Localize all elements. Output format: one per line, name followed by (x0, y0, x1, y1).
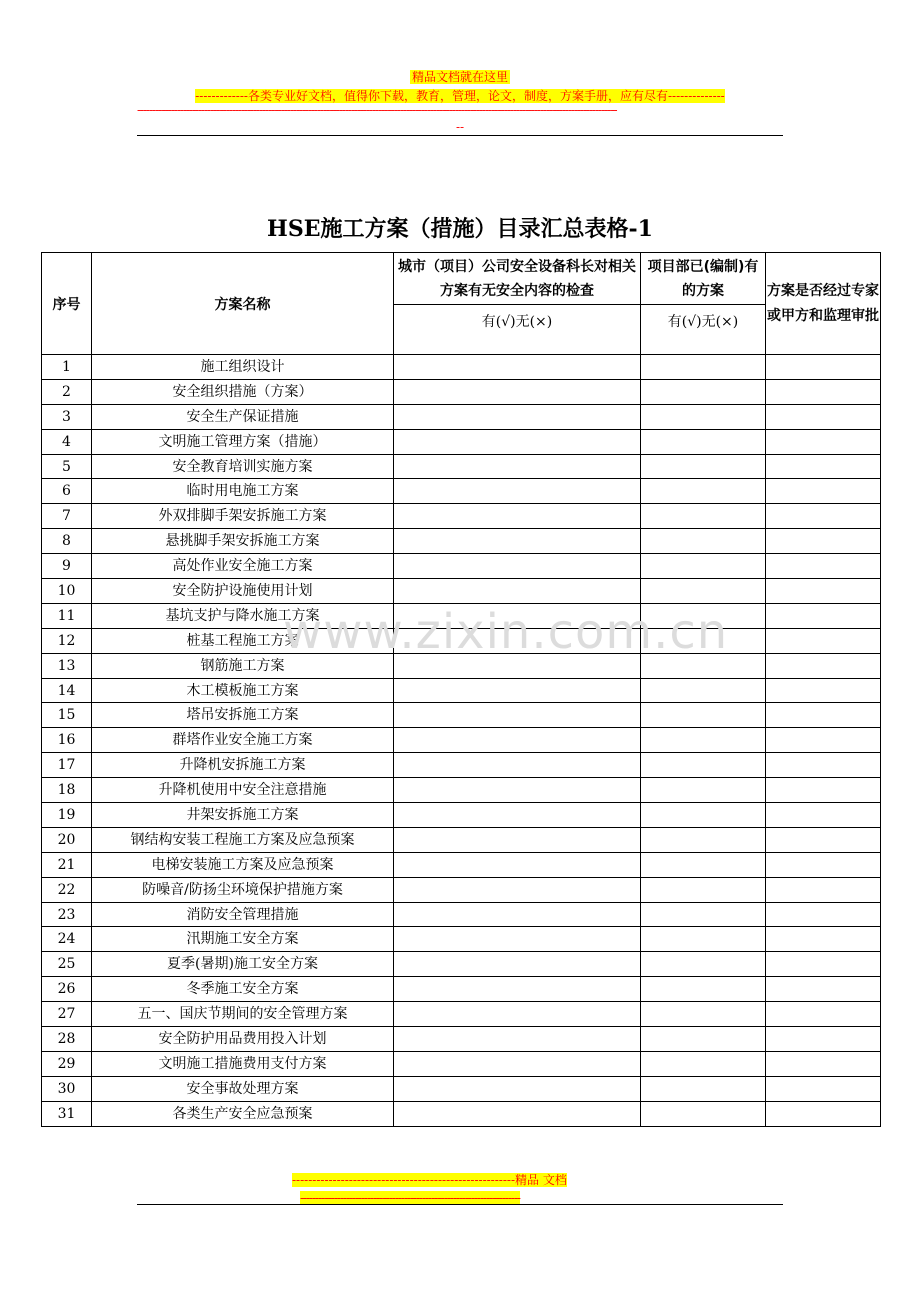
row-dept-cell (641, 678, 766, 703)
row-check-cell (394, 355, 641, 380)
row-check-cell (394, 703, 641, 728)
row-expert-cell (766, 529, 881, 554)
row-number: 26 (42, 977, 92, 1002)
row-plan-name: 文明施工管理方案（措施） (92, 429, 394, 454)
table-row (42, 902, 881, 927)
row-number: 30 (42, 1076, 92, 1101)
row-dept-cell (641, 877, 766, 902)
row-number: 14 (42, 678, 92, 703)
row-expert-cell (766, 678, 881, 703)
row-dept-cell (641, 504, 766, 529)
row-number: 22 (42, 877, 92, 902)
table-row (42, 1027, 881, 1052)
table-row (42, 678, 881, 703)
table-row (42, 579, 881, 604)
row-plan-name: 安全组织措施（方案） (92, 379, 394, 404)
row-expert-cell (766, 902, 881, 927)
table-header-row (42, 253, 881, 305)
row-dept-cell (641, 1027, 766, 1052)
row-expert-cell (766, 1051, 881, 1076)
header-col-expert: 方案是否经过专家或甲方和监理审批 (766, 253, 881, 355)
row-dept-cell (641, 753, 766, 778)
row-number: 24 (42, 927, 92, 952)
row-check-cell (394, 927, 641, 952)
row-dept-cell (641, 404, 766, 429)
row-check-cell (394, 877, 641, 902)
footer-rule (137, 1204, 783, 1205)
row-plan-name: 文明施工措施费用支付方案 (92, 1051, 394, 1076)
row-dept-cell (641, 1076, 766, 1101)
plan-summary-table (41, 252, 881, 1127)
row-plan-name: 桩基工程施工方案 (92, 628, 394, 653)
row-check-cell (394, 1076, 641, 1101)
header-col-check: 城市（项目）公司安全设备科长对相关方案有无安全内容的检查 (394, 253, 641, 305)
row-plan-name: 施工组织设计 (92, 355, 394, 380)
table-row (42, 778, 881, 803)
row-check-cell (394, 1002, 641, 1027)
row-number: 1 (42, 355, 92, 380)
row-expert-cell (766, 1002, 881, 1027)
row-number: 3 (42, 404, 92, 429)
watermark: www.zixin.com.cn (283, 604, 729, 660)
table-row (42, 703, 881, 728)
page-title: HSE施工方案（措施）目录汇总表格-1 (267, 216, 653, 242)
row-expert-cell (766, 504, 881, 529)
row-plan-name: 木工模板施工方案 (92, 678, 394, 703)
row-expert-cell (766, 778, 881, 803)
row-expert-cell (766, 454, 881, 479)
row-number: 31 (42, 1101, 92, 1126)
row-number: 29 (42, 1051, 92, 1076)
row-expert-cell (766, 877, 881, 902)
table-row (42, 827, 881, 852)
row-plan-name: 安全防护用品费用投入计划 (92, 1027, 394, 1052)
row-dept-cell (641, 728, 766, 753)
row-expert-cell (766, 429, 881, 454)
table-row (42, 728, 881, 753)
row-plan-name: 冬季施工安全方案 (92, 977, 394, 1002)
row-number: 19 (42, 803, 92, 828)
row-expert-cell (766, 1027, 881, 1052)
row-dept-cell (641, 778, 766, 803)
row-dept-cell (641, 454, 766, 479)
row-check-cell (394, 1101, 641, 1126)
header-col-dept-sub: 有(√)无(×) (641, 305, 766, 355)
row-number: 7 (42, 504, 92, 529)
row-expert-cell (766, 628, 881, 653)
row-expert-cell (766, 355, 881, 380)
row-check-cell (394, 902, 641, 927)
row-number: 11 (42, 603, 92, 628)
row-expert-cell (766, 927, 881, 952)
table-row (42, 877, 881, 902)
row-expert-cell (766, 1101, 881, 1126)
row-check-cell (394, 504, 641, 529)
row-dept-cell (641, 1051, 766, 1076)
row-number: 15 (42, 703, 92, 728)
header-col-dept: 项目部已(编制)有的方案 (641, 253, 766, 305)
row-expert-cell (766, 579, 881, 604)
table-row (42, 1051, 881, 1076)
footer-banner: -------------------------------------------------------精品 文档 (292, 1173, 567, 1187)
row-plan-name: 高处作业安全施工方案 (92, 554, 394, 579)
row-check-cell (394, 1027, 641, 1052)
table-row (42, 504, 881, 529)
row-plan-name: 五一、国庆节期间的安全管理方案 (92, 1002, 394, 1027)
row-expert-cell (766, 479, 881, 504)
row-check-cell (394, 529, 641, 554)
row-check-cell (394, 753, 641, 778)
row-plan-name: 各类生产安全应急预案 (92, 1101, 394, 1126)
row-number: 10 (42, 579, 92, 604)
header-banner-title: 精品文档就在这里 (411, 70, 508, 84)
table-row (42, 479, 881, 504)
row-number: 17 (42, 753, 92, 778)
table-row (42, 554, 881, 579)
table-row (42, 429, 881, 454)
row-check-cell (394, 554, 641, 579)
header-col-check-sub: 有(√)无(×) (394, 305, 641, 355)
table-row (42, 1076, 881, 1101)
table-row (42, 355, 881, 380)
row-check-cell (394, 479, 641, 504)
row-number: 18 (42, 778, 92, 803)
header-dash-tail: -- (455, 120, 465, 134)
header-col-name: 方案名称 (92, 253, 394, 355)
row-number: 13 (42, 653, 92, 678)
row-number: 12 (42, 628, 92, 653)
table-row (42, 927, 881, 952)
row-number: 2 (42, 379, 92, 404)
row-check-cell (394, 778, 641, 803)
row-number: 6 (42, 479, 92, 504)
row-plan-name: 塔吊安拆施工方案 (92, 703, 394, 728)
row-expert-cell (766, 952, 881, 977)
row-plan-name: 升降机安拆施工方案 (92, 753, 394, 778)
row-dept-cell (641, 827, 766, 852)
row-expert-cell (766, 977, 881, 1002)
row-check-cell (394, 678, 641, 703)
row-plan-name: 井架安拆施工方案 (92, 803, 394, 828)
row-plan-name: 防噪音/防扬尘环境保护措施方案 (92, 877, 394, 902)
row-dept-cell (641, 902, 766, 927)
row-check-cell (394, 454, 641, 479)
row-number: 21 (42, 852, 92, 877)
row-dept-cell (641, 479, 766, 504)
row-dept-cell (641, 355, 766, 380)
row-dept-cell (641, 554, 766, 579)
row-expert-cell (766, 753, 881, 778)
row-check-cell (394, 977, 641, 1002)
row-expert-cell (766, 603, 881, 628)
row-plan-name: 群塔作业安全施工方案 (92, 728, 394, 753)
row-plan-name: 安全教育培训实施方案 (92, 454, 394, 479)
table-row (42, 529, 881, 554)
row-plan-name: 安全事故处理方案 (92, 1076, 394, 1101)
row-plan-name: 悬挑脚手架安拆施工方案 (92, 529, 394, 554)
header-col-no: 序号 (42, 253, 92, 355)
row-check-cell (394, 1051, 641, 1076)
row-dept-cell (641, 927, 766, 952)
table-row (42, 753, 881, 778)
header-rule (137, 135, 783, 136)
row-dept-cell (641, 529, 766, 554)
row-dept-cell (641, 803, 766, 828)
row-plan-name: 安全生产保证措施 (92, 404, 394, 429)
row-dept-cell (641, 429, 766, 454)
row-number: 16 (42, 728, 92, 753)
table-row (42, 379, 881, 404)
row-number: 28 (42, 1027, 92, 1052)
table-row (42, 404, 881, 429)
table-row (42, 1101, 881, 1126)
row-plan-name: 钢筋施工方案 (92, 653, 394, 678)
row-expert-cell (766, 827, 881, 852)
row-check-cell (394, 379, 641, 404)
row-check-cell (394, 803, 641, 828)
row-plan-name: 汛期施工安全方案 (92, 927, 394, 952)
row-plan-name: 电梯安装施工方案及应急预案 (92, 852, 394, 877)
row-check-cell (394, 404, 641, 429)
row-plan-name: 升降机使用中安全注意措施 (92, 778, 394, 803)
header-dash-line: ------------------------------------------------------------------------------------------------------------------------------------------------------------- (137, 103, 617, 117)
row-number: 20 (42, 827, 92, 852)
row-expert-cell (766, 653, 881, 678)
row-check-cell (394, 728, 641, 753)
row-expert-cell (766, 554, 881, 579)
row-expert-cell (766, 703, 881, 728)
table-row (42, 977, 881, 1002)
row-check-cell (394, 827, 641, 852)
footer-dash-line: ------------------------------------------------------------------------ (300, 1191, 520, 1205)
row-number: 5 (42, 454, 92, 479)
row-number: 8 (42, 529, 92, 554)
row-check-cell (394, 579, 641, 604)
row-expert-cell (766, 379, 881, 404)
row-check-cell (394, 429, 641, 454)
table-row (42, 852, 881, 877)
row-number: 27 (42, 1002, 92, 1027)
table-row (42, 803, 881, 828)
row-dept-cell (641, 852, 766, 877)
row-expert-cell (766, 404, 881, 429)
row-plan-name: 钢结构安装工程施工方案及应急预案 (92, 827, 394, 852)
table-row (42, 1002, 881, 1027)
row-plan-name: 外双排脚手架安拆施工方案 (92, 504, 394, 529)
row-number: 9 (42, 554, 92, 579)
row-dept-cell (641, 703, 766, 728)
row-expert-cell (766, 728, 881, 753)
row-dept-cell (641, 1002, 766, 1027)
row-number: 23 (42, 902, 92, 927)
row-plan-name: 消防安全管理措施 (92, 902, 394, 927)
row-number: 25 (42, 952, 92, 977)
row-plan-name: 夏季(暑期)施工安全方案 (92, 952, 394, 977)
row-expert-cell (766, 852, 881, 877)
row-plan-name: 临时用电施工方案 (92, 479, 394, 504)
row-number: 4 (42, 429, 92, 454)
row-plan-name: 基坑支护与降水施工方案 (92, 603, 394, 628)
row-plan-name: 安全防护设施使用计划 (92, 579, 394, 604)
row-dept-cell (641, 977, 766, 1002)
table-row (42, 952, 881, 977)
row-dept-cell (641, 579, 766, 604)
header-banner-tagline: -------------各类专业好文档，值得你下载，教育，管理，论文，制度，方案手册，应有尽有-------------- (195, 89, 725, 103)
row-check-cell (394, 952, 641, 977)
row-check-cell (394, 852, 641, 877)
table-row (42, 454, 881, 479)
row-expert-cell (766, 803, 881, 828)
row-dept-cell (641, 1101, 766, 1126)
row-dept-cell (641, 379, 766, 404)
row-dept-cell (641, 952, 766, 977)
row-expert-cell (766, 1076, 881, 1101)
